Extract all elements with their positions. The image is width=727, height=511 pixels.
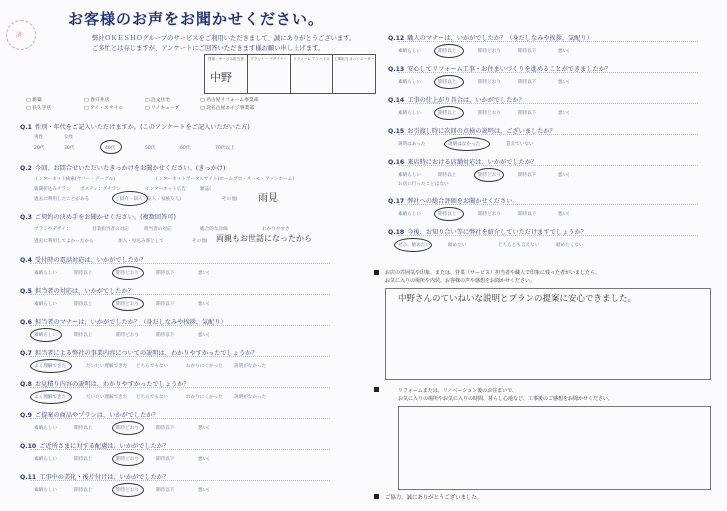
option[interactable]: 総合的な評価 bbox=[200, 227, 228, 232]
option[interactable]: 期待以上 bbox=[438, 173, 457, 178]
option[interactable]: 素晴らしい bbox=[34, 457, 57, 462]
answer-circle bbox=[394, 238, 432, 252]
question-4: Q.4 受付時の電話対応は、いかがでしたか？ bbox=[20, 257, 147, 264]
answer-circle bbox=[112, 483, 144, 497]
dotted-divider bbox=[398, 134, 698, 135]
option[interactable]: 期待どおり bbox=[478, 173, 501, 178]
option[interactable]: 過去に利用してよかったから bbox=[34, 239, 94, 244]
option[interactable]: ご紹介・知人・友人・家族友人) bbox=[115, 197, 182, 202]
answer-circle bbox=[30, 359, 72, 373]
option[interactable]: 40代 bbox=[105, 146, 116, 151]
option[interactable]: 悪い( bbox=[558, 212, 569, 217]
option[interactable]: 女性 bbox=[64, 135, 74, 140]
category-checkbox[interactable]: □ 新築 bbox=[26, 98, 42, 103]
option[interactable]: 勧めたくない bbox=[556, 243, 584, 248]
option[interactable]: インターネットポータルサイト(ホームプロ・スーモ・アットホーム) bbox=[154, 177, 295, 182]
comment1-answer: 中野さんのていねいな説明とプランの提案に安心できました。 bbox=[398, 294, 637, 304]
category-checkbox[interactable]: □ 北名古屋エイジ事業部 bbox=[200, 106, 255, 111]
staff-col-planner: プランナー デザイナー bbox=[248, 55, 291, 93]
option[interactable]: 期待以下 bbox=[156, 457, 175, 462]
option[interactable]: 期待以上 bbox=[74, 302, 93, 307]
question-6: Q.6 担当者のマナーは、いかがでしたか？（身だしなみや挨拶、気配り） bbox=[20, 319, 227, 326]
option[interactable]: 素晴らしい bbox=[34, 333, 57, 338]
question-15: Q.15 お引渡し時に次回の点検の説明は、ございましたか？ bbox=[388, 128, 556, 135]
option[interactable]: 期待以上 bbox=[438, 111, 457, 116]
question-16: Q.16 来店時における店舗対応は、いかがでしたか？ bbox=[388, 159, 538, 166]
option[interactable]: 素晴らしい bbox=[398, 49, 421, 54]
staff-col-advisor: リフォーム アドバイス bbox=[291, 55, 334, 93]
option[interactable]: どちらとも言えない bbox=[498, 243, 540, 248]
option[interactable]: 期待どおり bbox=[478, 49, 501, 54]
dotted-divider bbox=[398, 235, 698, 236]
dotted-divider bbox=[30, 325, 330, 326]
category-checkbox[interactable]: □ アイ・スタイル bbox=[84, 106, 124, 111]
option[interactable]: 営業担当者の対応 bbox=[92, 227, 129, 232]
option[interactable]: 勧めたい bbox=[448, 243, 467, 248]
answer-circle bbox=[30, 390, 72, 404]
option[interactable]: 雑誌( bbox=[200, 187, 211, 192]
category-checkbox[interactable]: □ 長久手店 bbox=[26, 106, 52, 111]
option[interactable]: 素晴らしい bbox=[34, 426, 57, 431]
handwritten-note: 両親もお世話になったから bbox=[216, 234, 312, 243]
option[interactable]: 70代以上 bbox=[215, 146, 235, 151]
question-7: Q.7 担当者による弊社の事業内容についての説明は、わかりやすかったでしょうか？ bbox=[20, 350, 258, 357]
answer-circle bbox=[434, 106, 464, 120]
question-14: Q.14 工事の仕上がり具合は、いかがでしたか？ bbox=[388, 97, 525, 104]
question-12: Q.12 職人のマナーは、いかがでしたか？（身だしなみや挨拶、気配り） bbox=[388, 35, 593, 42]
option[interactable]: だいたい理解できた bbox=[86, 364, 128, 369]
option[interactable]: 悪い( bbox=[198, 457, 209, 462]
option[interactable]: 期待以上 bbox=[74, 488, 93, 493]
option[interactable]: 期待以上 bbox=[438, 49, 457, 54]
option[interactable]: 期待以下 bbox=[518, 80, 537, 85]
option[interactable]: 素晴らしい bbox=[398, 111, 421, 116]
handwritten-note: 雨見 bbox=[258, 193, 278, 204]
intro-line-1: 弊社ＯＫＥＳＨＯグループのサービスをご利用いただきまして、誠にありがとうございます。 bbox=[92, 35, 356, 42]
option[interactable]: 60代 bbox=[180, 146, 191, 151]
option[interactable]: 悪い( bbox=[198, 271, 209, 276]
option[interactable]: 50代 bbox=[145, 146, 156, 151]
question-3: Q.3 ご契約の決め手をお聞かせください。(複数回答可) bbox=[20, 214, 176, 221]
option[interactable]: 加入・見込み客として bbox=[118, 239, 164, 244]
option[interactable]: 期待以下 bbox=[518, 212, 537, 217]
option[interactable]: 期待どおり bbox=[116, 488, 139, 493]
option[interactable]: お店に行ったことはない bbox=[398, 182, 449, 187]
question-2: Q.2 今回、お問合せいただいたきっかけをお聞かせください。(きっかけ) bbox=[20, 165, 226, 172]
question-9: Q.9 ご提案の商品やプランは、いかがでしたか？ bbox=[20, 412, 159, 419]
option[interactable]: 30代 bbox=[64, 146, 75, 151]
option[interactable]: ぜひ、勧めたい bbox=[398, 243, 430, 248]
option[interactable]: 期待以上 bbox=[74, 426, 93, 431]
question-18: Q.18 今後、お知り合い等に弊社を紹介していただけますでしょうか？ bbox=[388, 229, 587, 236]
question-1: Q.1 性別・年代をご記入いただけますか。(このアンケートをご記入いただいた方) bbox=[20, 124, 250, 131]
option[interactable]: 期待以上 bbox=[74, 333, 93, 338]
bullet-square bbox=[374, 270, 379, 275]
option[interactable]: 説明がなかった bbox=[234, 364, 267, 369]
option[interactable]: 悪い( bbox=[198, 302, 209, 307]
option[interactable]: 説明はなかった bbox=[448, 142, 481, 147]
comment2-prompt: お気に入りの場所やお気に入りの時間、暮らし心地など、工事後のご感想をお聞かせください。 bbox=[398, 396, 614, 402]
option[interactable]: 期待以下 bbox=[518, 49, 537, 54]
option[interactable]: 期待どおり bbox=[116, 271, 139, 276]
option[interactable]: どちらでもない bbox=[136, 364, 169, 369]
option[interactable]: 素晴らしい bbox=[34, 488, 57, 493]
comment2-prompt: リフォームまたは、リノベーション後のお住まいで、 bbox=[398, 388, 518, 394]
bullet-square bbox=[374, 494, 379, 499]
option[interactable]: 覚えていない bbox=[506, 142, 534, 147]
option[interactable]: 素晴らしい bbox=[398, 80, 421, 85]
dotted-divider bbox=[30, 294, 330, 295]
option[interactable]: 期待以下 bbox=[156, 333, 175, 338]
answer-circle bbox=[434, 207, 464, 221]
option[interactable]: 期待以下 bbox=[156, 488, 175, 493]
option[interactable]: 期待以下 bbox=[156, 426, 175, 431]
dotted-divider bbox=[398, 41, 698, 42]
staff-col-sales: 営業・サービス担当者 bbox=[205, 55, 248, 93]
option[interactable]: 悪い( bbox=[198, 333, 209, 338]
dotted-divider bbox=[30, 387, 330, 388]
category-checkbox[interactable]: □ リノキューブ bbox=[145, 106, 180, 111]
option[interactable]: 過去に利用したことがある bbox=[34, 197, 90, 202]
option[interactable]: 期待どおり bbox=[478, 212, 501, 217]
option[interactable]: 期待どおり bbox=[478, 111, 501, 116]
comment2-box[interactable] bbox=[398, 406, 711, 490]
option[interactable]: インターネット広告 bbox=[145, 187, 186, 192]
staff-col-construction: 工事担当 ネゴシエーター bbox=[333, 57, 375, 61]
category-checkbox[interactable]: □ 名古屋リフォーム事業部 bbox=[200, 98, 259, 103]
dotted-divider bbox=[398, 204, 698, 205]
dotted-divider bbox=[30, 418, 330, 419]
answer-circle bbox=[112, 266, 144, 280]
option[interactable]: プランやデザイン bbox=[34, 227, 71, 232]
option[interactable]: 期待以上 bbox=[438, 80, 457, 85]
dotted-divider bbox=[30, 449, 330, 450]
option[interactable]: 悪い( bbox=[198, 488, 209, 493]
option[interactable]: ポスティングチラシ bbox=[80, 187, 121, 192]
page-title: お客様のお声をお聞かせください。 bbox=[68, 10, 325, 28]
option[interactable]: 悪い( bbox=[558, 49, 569, 54]
option[interactable]: 担当者の対応 bbox=[144, 227, 172, 232]
dotted-divider bbox=[398, 165, 698, 166]
option[interactable]: よく理解できた bbox=[34, 395, 67, 400]
option[interactable]: 悪い( bbox=[558, 173, 569, 178]
option[interactable]: 期待どおり bbox=[116, 333, 139, 338]
option[interactable]: 期待以上 bbox=[74, 457, 93, 462]
answer-circle bbox=[112, 191, 148, 206]
answer-circle bbox=[30, 328, 62, 342]
option[interactable]: 期待どおり bbox=[116, 457, 139, 462]
dotted-divider bbox=[30, 263, 330, 264]
question-10: Q.10 ご近所さまに対する配慮は、いかがでしたか？ bbox=[20, 443, 170, 450]
answer-circle bbox=[112, 421, 144, 435]
question-5: Q.5 担当者の対応は、いかがでしたか？ bbox=[20, 288, 134, 295]
answer-circle bbox=[100, 140, 122, 154]
option[interactable]: 新聞折込みチラシ bbox=[34, 187, 71, 192]
option[interactable]: 20代 bbox=[34, 146, 45, 151]
bullet-square bbox=[374, 387, 379, 392]
option[interactable]: 説明がなかった bbox=[234, 395, 267, 400]
option[interactable]: 期待以下 bbox=[156, 271, 175, 276]
answer-circle bbox=[434, 44, 464, 58]
dotted-divider bbox=[398, 72, 698, 73]
option[interactable]: わかりにくかった bbox=[186, 395, 223, 400]
answer-circle bbox=[112, 297, 144, 311]
option[interactable]: 期待以上 bbox=[74, 271, 93, 276]
answer-circle bbox=[474, 168, 504, 182]
option[interactable]: 悪い( bbox=[558, 111, 569, 116]
option[interactable]: 期待以上 bbox=[438, 212, 457, 217]
option[interactable]: 素晴らしい bbox=[398, 173, 421, 178]
question-17: Q.17 弊社への総合評価をお聞かせください。 bbox=[388, 198, 519, 205]
option[interactable]: 期待以下 bbox=[156, 302, 175, 307]
option[interactable]: よく理解できた bbox=[34, 364, 67, 369]
option[interactable]: 素晴らしい bbox=[34, 271, 57, 276]
thanks-text: ご協力、誠にありがとうございました。 bbox=[385, 495, 483, 501]
comment1-prompt: お店の雰囲気や印象、または、営業（サービス）担当者や職人で印象に残った者がいましたら、 bbox=[385, 270, 601, 276]
dotted-divider bbox=[30, 356, 330, 357]
option[interactable]: 期待どおり bbox=[116, 302, 139, 307]
option[interactable]: インターネット検索(ヤフー・グーグル) bbox=[34, 177, 115, 182]
option[interactable]: 期待以下 bbox=[518, 173, 537, 178]
option[interactable]: だいたい理解できた bbox=[86, 395, 128, 400]
option[interactable]: 悪い( bbox=[558, 80, 569, 85]
option[interactable]: 期待どおり bbox=[116, 426, 139, 431]
option[interactable]: 期待以下 bbox=[518, 111, 537, 116]
option[interactable]: どちらでもない bbox=[136, 395, 169, 400]
dotted-divider bbox=[398, 103, 698, 104]
option[interactable]: 期待どおり bbox=[478, 80, 501, 85]
category-checkbox[interactable]: □ 春日井店 bbox=[84, 98, 110, 103]
option[interactable]: 悪い( bbox=[198, 426, 209, 431]
option[interactable]: わかりやすさ bbox=[262, 227, 290, 232]
category-checkbox[interactable]: □ 注文住宅 bbox=[145, 98, 171, 103]
option[interactable]: その他( bbox=[192, 239, 208, 244]
option[interactable]: 男性 bbox=[34, 135, 44, 140]
answer-circle bbox=[434, 75, 464, 89]
option[interactable]: その他( bbox=[222, 197, 238, 202]
intro-line-2: ご多忙とは存じますが、アンケートにご回答いただきます様お願い申し上げます。 bbox=[92, 45, 325, 52]
question-13: Q.13 安心してリフォーム工事・お住まいづくりを進めることができましたか？ bbox=[388, 66, 612, 73]
option[interactable]: 素晴らしい bbox=[398, 212, 421, 217]
answer-circle bbox=[112, 452, 144, 466]
option[interactable]: 素晴らしい bbox=[34, 302, 57, 307]
option[interactable]: 説明はあった bbox=[398, 142, 426, 147]
option[interactable]: わかりにくかった bbox=[186, 364, 223, 369]
answer-circle bbox=[444, 137, 490, 151]
staff-name: 中野 bbox=[210, 71, 232, 84]
question-11: Q.11 工事中の美化・後片付けは、いかがでしたか？ bbox=[20, 474, 170, 481]
question-8: Q.8 お見積り内容の説明は、わかりやすかったでしょうか？ bbox=[20, 381, 190, 388]
comment1-prompt: お気に入りの場所や内装、お客様の声や感想をお聞かせください。 bbox=[385, 278, 536, 284]
received-stamp: 済 bbox=[6, 20, 36, 50]
dotted-divider bbox=[30, 480, 330, 481]
